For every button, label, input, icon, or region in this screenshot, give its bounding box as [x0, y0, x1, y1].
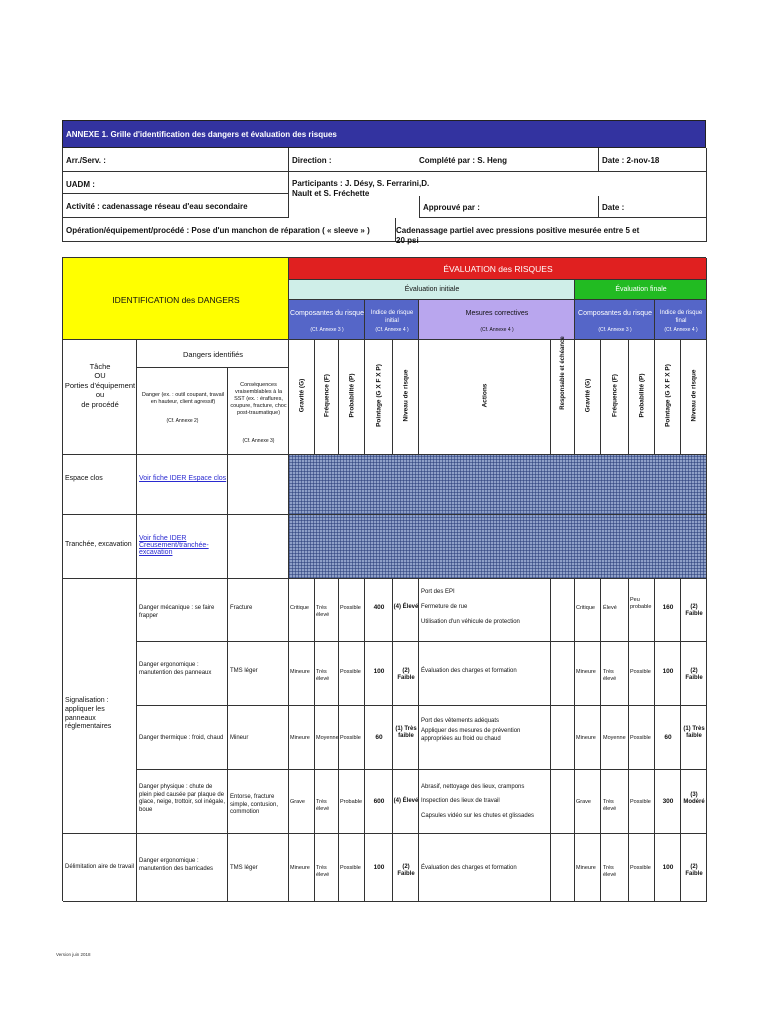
r2-score2-text: 100 [662, 668, 674, 675]
operation-cell [63, 218, 396, 242]
composantes-header [289, 300, 365, 340]
page-title: ANNEXE 1. Grille d'identification des dangers et évaluation des risques [66, 130, 337, 139]
r4-p-text: Probable [340, 799, 363, 805]
r2-f-text: Très élevé [316, 669, 330, 682]
r3-f [315, 706, 339, 770]
r1-p [339, 579, 365, 642]
r3-niveau [393, 706, 419, 770]
date-cell [599, 148, 707, 172]
tranchee-task [63, 515, 137, 579]
r5-niveau2 [681, 834, 707, 902]
r3-niveau2-text: (1) Très faible [683, 726, 705, 740]
tranchee-link-cell [137, 515, 228, 579]
r1-g-text: Critique [290, 605, 309, 611]
participants-label: Participants : J. Désy, S. Ferrarini,D. Nault et S. Fréchette [292, 179, 430, 198]
r5-f2 [601, 834, 629, 902]
r2-f2-text: Très élevé [603, 669, 617, 682]
complete-par-cell [419, 148, 599, 172]
approuve-cell [419, 196, 599, 218]
tranchee-conseq [228, 515, 289, 579]
r2-g2-text: Mineure [576, 669, 596, 675]
r4-f [315, 770, 339, 834]
r1-niveau [393, 579, 419, 642]
r2-action-1: Évaluation des charges et formation [421, 668, 517, 674]
r3-p-text: Possible [340, 735, 361, 741]
r3-score2-text: 60 [664, 734, 672, 741]
r3-g [289, 706, 315, 770]
r1-action-3: Utilisation d'un véhicule de protection [421, 619, 520, 625]
cadenassage-cell [396, 218, 707, 245]
r5-resp [551, 834, 575, 902]
r5-score2-text: 100 [662, 864, 674, 871]
r3-conseq-text: Mineur [230, 735, 249, 741]
r1-action-2: Fermeture de rue [421, 604, 468, 610]
r1-f-text: Très élevé [316, 605, 330, 618]
r2-f2 [601, 642, 629, 706]
r3-danger [137, 706, 228, 770]
r3-g2-text: Mineure [576, 735, 596, 741]
identification-title: IDENTIFICATION des DANGERS [112, 295, 240, 305]
r1-score2 [655, 579, 681, 642]
niveau-label: Niveau de risque [402, 369, 410, 422]
operation-label: Opération/équipement/procédé : Pose d'un manchon de réparation ( « sleeve » ) [66, 226, 370, 235]
r5-f2-text: Très élevé [603, 865, 617, 878]
r5-conseq-text: TMS léger [230, 865, 258, 871]
annexe3b-label: (Cf. Annexe 3 ) [598, 327, 632, 333]
r2-g2 [575, 642, 601, 706]
dangers-identifies-header [137, 340, 289, 368]
uadm-cell [63, 172, 289, 194]
gravite2-label: Gravité (G) [584, 378, 592, 413]
gravite-header [289, 340, 315, 455]
r2-niveau-text: (2) Faible [397, 668, 415, 682]
r3-g2 [575, 706, 601, 770]
evaluation-finale-label: Évaluation finale [615, 286, 667, 293]
r4-niveau2-text: (3) Modéré [683, 792, 705, 806]
evaluation-initiale-label: Évaluation initiale [404, 286, 460, 293]
r1-niveau-text: (4) Élevé [393, 604, 419, 610]
r5-niveau-text: (2) Faible [397, 864, 415, 878]
pointage-label: Pointage (G X F X P) [375, 364, 383, 427]
tranchee-hatch [289, 515, 707, 579]
r4-score [365, 770, 393, 834]
approuve-label: Approuvé par : [423, 203, 480, 212]
r2-score [365, 642, 393, 706]
pointage2-label: Pointage (G X F X P) [664, 364, 672, 427]
tache-label: Tâche OU Porties d'équipement ou de procédé [64, 362, 136, 409]
info-grid [62, 148, 706, 245]
r4-resp [551, 770, 575, 834]
r2-score2 [655, 642, 681, 706]
r5-g2-text: Mineure [576, 865, 596, 871]
r3-f-text: Moyenne [316, 735, 339, 741]
r1-score2-text: 160 [662, 604, 674, 611]
r5-p2 [629, 834, 655, 902]
r4-conseq-text: Entorse, fracture simple, contusion, commotion [230, 794, 279, 815]
evaluation-finale-header [575, 280, 707, 300]
r5-action-1: Évaluation des charges et formation [421, 865, 517, 871]
probabilite-header [339, 340, 365, 455]
tache-header [63, 340, 137, 455]
r5-g2 [575, 834, 601, 902]
r5-danger-text: Danger ergonomique : manutention des barricades [139, 858, 214, 872]
direction-label: Direction : [292, 156, 332, 165]
gravite-label: Gravité (G) [298, 378, 306, 413]
r4-action-1: Abrasif, nettoyage des lieux, crampons [421, 784, 525, 790]
r5-score [365, 834, 393, 902]
r1-g2 [575, 579, 601, 642]
r1-actions [419, 579, 551, 642]
niveau2-label: Niveau de risque [690, 369, 698, 422]
r4-f2-text: Très élevé [603, 799, 617, 812]
actions-label: Actions [481, 383, 489, 408]
r4-niveau-text: (4) Élevé [393, 798, 419, 804]
r2-danger [137, 642, 228, 706]
r4-niveau2 [681, 770, 707, 834]
r2-niveau [393, 642, 419, 706]
mesures-header [419, 300, 575, 340]
pointage-header [365, 340, 393, 455]
r1-danger-text: Danger mécanique : se faire frapper [139, 605, 215, 619]
r1-f2-text: Élevé [603, 605, 617, 611]
r3-f2 [601, 706, 629, 770]
indice-initial-header [365, 300, 419, 340]
probabilite2-label: Probabilité (P) [638, 373, 646, 418]
composantes2-label: Composantes du risque [578, 310, 652, 317]
r4-conseq [228, 770, 289, 834]
r1-g [289, 579, 315, 642]
r5-g [289, 834, 315, 902]
signalisation-label: Signalisation : appliquer les panneaux réglementaires [65, 697, 112, 731]
r1-f2 [601, 579, 629, 642]
r3-actions [419, 706, 551, 770]
r2-p2 [629, 642, 655, 706]
date2-cell [599, 196, 707, 218]
r4-action-3: Capsules vidéo sur les chutes et glissades [421, 813, 535, 819]
r4-g2 [575, 770, 601, 834]
r4-action-2: Inspection des lieux de travail [421, 798, 500, 804]
r1-conseq-text: Fracture [230, 605, 253, 611]
gravite2-header [575, 340, 601, 455]
r5-g-text: Mineure [290, 865, 310, 871]
r3-danger-text: Danger thermique : froid, chaud [139, 735, 224, 741]
probabilite-label: Probabilité (P) [348, 373, 356, 418]
uadm-label: UADM : [66, 180, 95, 189]
indice-final-label: Indice de risque final [659, 310, 703, 324]
r4-score-text: 600 [373, 798, 385, 805]
frequence2-header [601, 340, 629, 455]
r2-score-text: 100 [373, 668, 385, 675]
r1-f [315, 579, 339, 642]
espace-clos-link-cell [137, 455, 228, 515]
r4-danger [137, 770, 228, 834]
pointage2-header [655, 340, 681, 455]
r2-danger-text: Danger ergonomique : manutention des panneaux [139, 662, 212, 676]
r5-actions [419, 834, 551, 902]
annexe3-label: (Cf. Annexe 3 ) [310, 327, 344, 333]
r5-f-text: Très élevé [316, 865, 330, 878]
r1-g2-text: Critique [576, 605, 595, 611]
r2-g-text: Mineure [290, 669, 310, 675]
composantes2-header [575, 300, 655, 340]
r5-niveau2-text: (2) Faible [685, 864, 703, 878]
danger-col-label: Danger (ex. : outil coupant, travail en hauteur, client agressif) [141, 392, 225, 405]
r3-p2-text: Possible [630, 735, 651, 741]
r2-conseq-text: TMS léger [230, 668, 258, 674]
r5-score-text: 100 [373, 864, 385, 871]
r2-p [339, 642, 365, 706]
r5-score2 [655, 834, 681, 902]
probabilite2-header [629, 340, 655, 455]
arr-serv-label: Arr./Serv. : [66, 156, 106, 165]
espace-clos-conseq [228, 455, 289, 515]
r1-p-text: Possible [340, 605, 361, 611]
espace-clos-hatch [289, 455, 707, 515]
r4-p [339, 770, 365, 834]
danger-annexe-label: (Cf. Annexe 2) [166, 418, 199, 424]
tranchee-link[interactable]: Voir fiche IDER Creusement/tranchée-excavation [139, 535, 209, 556]
r4-score2-text: 300 [662, 798, 674, 805]
r4-p2 [629, 770, 655, 834]
annexe4-label: (Cf. Annexe 4 ) [375, 327, 409, 333]
frequence-header [315, 340, 339, 455]
r1-niveau2-text: (2) Faible [685, 604, 703, 618]
cadenassage-label: Cadenassage partiel avec pressions positive mesurée entre 5 et 20 psi [396, 226, 640, 245]
r4-niveau [393, 770, 419, 834]
date-label: Date : 2-nov-18 [602, 156, 660, 165]
r4-danger-text: Danger physique : chute de plein pied causée par plaque de glace, neige, trottoir, sol inégale, boue [139, 784, 226, 813]
r4-score2 [655, 770, 681, 834]
dangers-identifies-label: Dangers identifiés [182, 350, 244, 359]
r3-f2-text: Moyenne [603, 735, 626, 741]
consequences-header [228, 368, 289, 455]
r5-conseq [228, 834, 289, 902]
actions-header [419, 340, 551, 455]
r5-danger [137, 834, 228, 902]
r3-score [365, 706, 393, 770]
r4-p2-text: Possible [630, 799, 651, 805]
complete-par-label: Complété par : S. Heng [419, 156, 508, 165]
footer-version: Version juin 2018 [56, 952, 91, 957]
r2-p2-text: Possible [630, 669, 651, 675]
r1-conseq [228, 579, 289, 642]
delimitation-task [63, 834, 137, 902]
r4-f-text: Très élevé [316, 799, 330, 812]
identification-header [63, 258, 289, 340]
evaluation-title: ÉVALUATION des RISQUES [443, 264, 553, 274]
responsable-header [551, 336, 575, 455]
r1-danger [137, 579, 228, 642]
signalisation-task [63, 579, 137, 834]
espace-clos-task [63, 455, 137, 515]
r3-niveau-text: (1) Très faible [395, 726, 417, 740]
indice-final-header [655, 300, 707, 340]
r4-g-text: Grave [290, 799, 305, 805]
r1-score-text: 400 [373, 604, 385, 611]
r4-actions [419, 770, 551, 834]
r3-action-2: Appliquer des mesures de prévention appropriées au froid ou chaud [421, 728, 521, 742]
r3-niveau2 [681, 706, 707, 770]
r5-p [339, 834, 365, 902]
annexe4b-label: (Cf. Annexe 4 ) [480, 327, 514, 333]
r4-f2 [601, 770, 629, 834]
r5-p-text: Possible [340, 865, 361, 871]
r5-niveau [393, 834, 419, 902]
r1-p2 [629, 579, 655, 642]
annexe4c-label: (Cf. Annexe 4 ) [664, 327, 698, 333]
r3-action-1: Port des vêtements adéquats [421, 718, 500, 724]
title-bar [62, 120, 706, 148]
evaluation-initiale-header [289, 280, 575, 300]
r3-conseq [228, 706, 289, 770]
danger-col-header [137, 368, 228, 455]
r1-resp [551, 579, 575, 642]
r1-niveau2 [681, 579, 707, 642]
responsable-label: Responsable et échéance [560, 336, 566, 410]
evaluation-header [289, 258, 707, 280]
mesures-label: Mesures correctives [465, 310, 529, 317]
activite-cell [63, 194, 289, 218]
niveau-header [393, 340, 419, 455]
r2-actions [419, 642, 551, 706]
arr-serv-cell [63, 148, 289, 172]
r3-resp [551, 706, 575, 770]
r2-g [289, 642, 315, 706]
composantes-label: Composantes du risque [290, 310, 364, 317]
r1-p2-text: Peu probable [630, 597, 652, 610]
r2-f [315, 642, 339, 706]
r2-p-text: Possible [340, 669, 361, 675]
r2-niveau2-text: (2) Faible [685, 668, 703, 682]
r5-f [315, 834, 339, 902]
r5-p2-text: Possible [630, 865, 651, 871]
consequences-annexe-label: (Cf. Annexe 3) [242, 438, 275, 444]
r3-p2 [629, 706, 655, 770]
r2-niveau2 [681, 642, 707, 706]
r1-action-1: Port des EPI [421, 589, 455, 595]
r3-p [339, 706, 365, 770]
frequence-label: Fréquence (F) [323, 374, 331, 417]
r3-score2 [655, 706, 681, 770]
r2-resp [551, 642, 575, 706]
espace-clos-link[interactable]: Voir fiche IDER Espace clos [139, 475, 227, 482]
r2-conseq [228, 642, 289, 706]
espace-clos-label: Espace clos [65, 475, 103, 482]
delimitation-label: Délimitation aire de travail [65, 864, 135, 870]
direction-cell [289, 148, 419, 172]
main-table [62, 257, 706, 901]
r1-score [365, 579, 393, 642]
date2-label: Date : [602, 203, 625, 212]
r4-g [289, 770, 315, 834]
frequence2-label: Fréquence (F) [611, 374, 619, 417]
activite-label: Activité : cadenassage réseau d'eau secondaire [66, 202, 248, 211]
r3-g-text: Mineure [290, 735, 310, 741]
r4-g2-text: Grave [576, 799, 591, 805]
niveau2-header [681, 340, 707, 455]
r3-score-text: 60 [375, 734, 383, 741]
indice-initial-label: Indice de risque initial [370, 310, 414, 324]
tranchee-label: Tranchée, excavation [65, 541, 132, 548]
consequences-label: Conséquences vraisemblables à la SST (ex. : éraflures, coupure, fracture, choc post-traumatique) [230, 382, 287, 416]
